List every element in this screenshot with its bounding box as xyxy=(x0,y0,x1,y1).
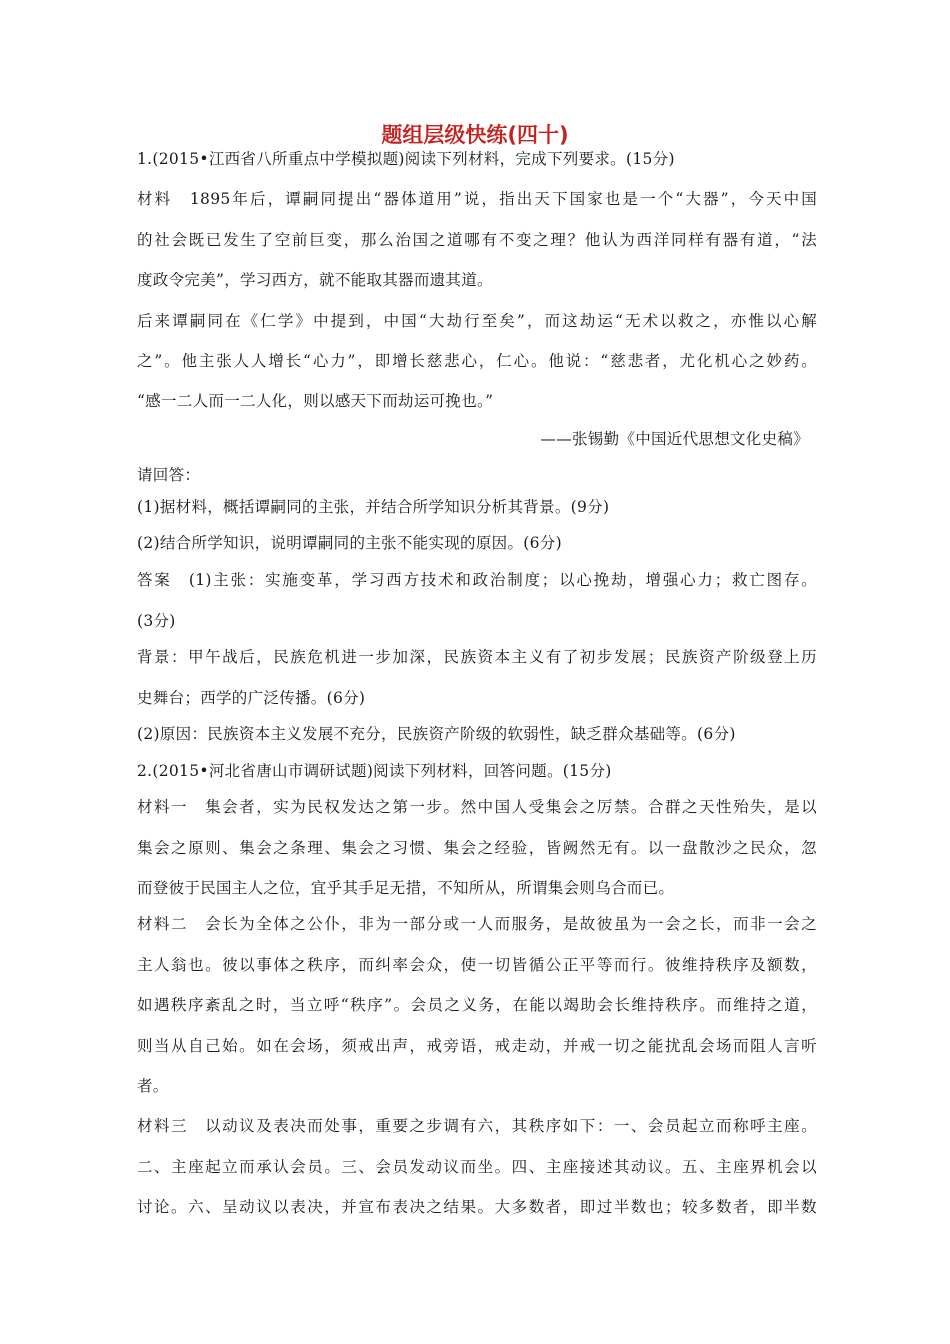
text-line: 之”。他主张人人增长“心力”，即增长慈悲心，仁心。他说：“慈悲者，尤化机心之妙药。 xyxy=(137,352,817,370)
text-line: 请回答： xyxy=(137,466,201,484)
text-line: 集会之原则、集会之条理、集会之习惯、集会之经验，皆阙然无有。以一盘散沙之民众，忽 xyxy=(137,839,817,857)
answer-line: 史舞台；西学的广泛传播。(6分) xyxy=(137,689,366,707)
citation: ——张锡勤《中国近代思想文化史稿》 xyxy=(540,430,809,448)
text-line: 主人翁也。彼以事体之秩序，而纠率会众，使一切皆循公正平等而行。彼维持秩序及额数， xyxy=(137,956,817,974)
text-line: 材料 1895年后，谭嗣同提出“器体道用”说，指出天下国家也是一个“大器”，今天中国 xyxy=(137,190,817,208)
answer-line: (2)原因：民族资本主义发展不充分，民族资产阶级的软弱性，缺乏群众基础等。(6分) xyxy=(137,725,736,743)
text-line: 者。 xyxy=(137,1077,169,1095)
sub-question: (1)据材料，概括谭嗣同的主张，并结合所学知识分析其背景。(9分) xyxy=(137,498,610,516)
question-1-heading: 1.(2015•江西省八所重点中学模拟题)阅读下列材料，完成下列要求。(15分) xyxy=(137,150,675,168)
text-line: 而登彼于民国主人之位，宜乎其手足无措，不知所从，所谓集会则乌合而已。 xyxy=(137,879,675,897)
text-line: 则当从自己始。如在会场，须戒出声，戒旁语，戒走动，并戒一切之能扰乱会场而阻人言听 xyxy=(137,1037,817,1055)
question-2-heading: 2.(2015•河北省唐山市调研试题)阅读下列材料，回答问题。(15分) xyxy=(137,762,612,780)
text-line: 材料三 以动议及表决而处事，重要之步调有六，其秩序如下：一、会员起立而称呼主座。 xyxy=(137,1117,817,1135)
text-line: 度政令完美”，学习西方，就不能取其器而遗其道。 xyxy=(137,271,493,289)
text-line: 后来谭嗣同在《仁学》中提到，中国“大劫行至矣”，而这劫运“无术以救之，亦惟以心解 xyxy=(137,312,817,330)
text-line: 二、主座起立而承认会员。三、会员发动议而坐。四、主座接述其动议。五、主座界机会以 xyxy=(137,1158,817,1176)
text-line: 讨论。六、呈动议以表决，并宣布表决之结果。大多数者，即过半数也；较多数者，即半数 xyxy=(137,1198,817,1216)
text-line: 材料二 会长为全体之公仆，非为一部分或一人而服务，是故彼虽为一会之长，而非一会之 xyxy=(137,915,817,933)
page-title: 题组层级快练(四十) xyxy=(381,123,569,147)
sub-question: (2)结合所学知识，说明谭嗣同的主张不能实现的原因。(6分) xyxy=(137,534,562,552)
text-line: 材料一 集会者，实为民权发达之第一步。然中国人受集会之厉禁。合群之天性殆失，是以 xyxy=(137,798,817,816)
answer-line: 答案 (1)主张：实施变革，学习西方技术和政治制度；以心挽劫，增强心力；救亡图存。 xyxy=(137,571,817,589)
text-line: 如遇秩序紊乱之时，当立呼“秩序”。会员之义务，在能以竭助会长维持秩序。而维持之道， xyxy=(137,996,817,1014)
answer-line: (3分) xyxy=(137,612,176,630)
text-line: “感一二人而一二人化，则以感天下而劫运可挽也。” xyxy=(137,392,494,410)
answer-line: 背景：甲午战后，民族危机进一步加深，民族资本主义有了初步发展；民族资产阶级登上历 xyxy=(137,648,817,666)
text-line: 的社会既已发生了空前巨变，那么治国之道哪有不变之理？他认为西洋同样有器有道，“法 xyxy=(137,231,817,249)
